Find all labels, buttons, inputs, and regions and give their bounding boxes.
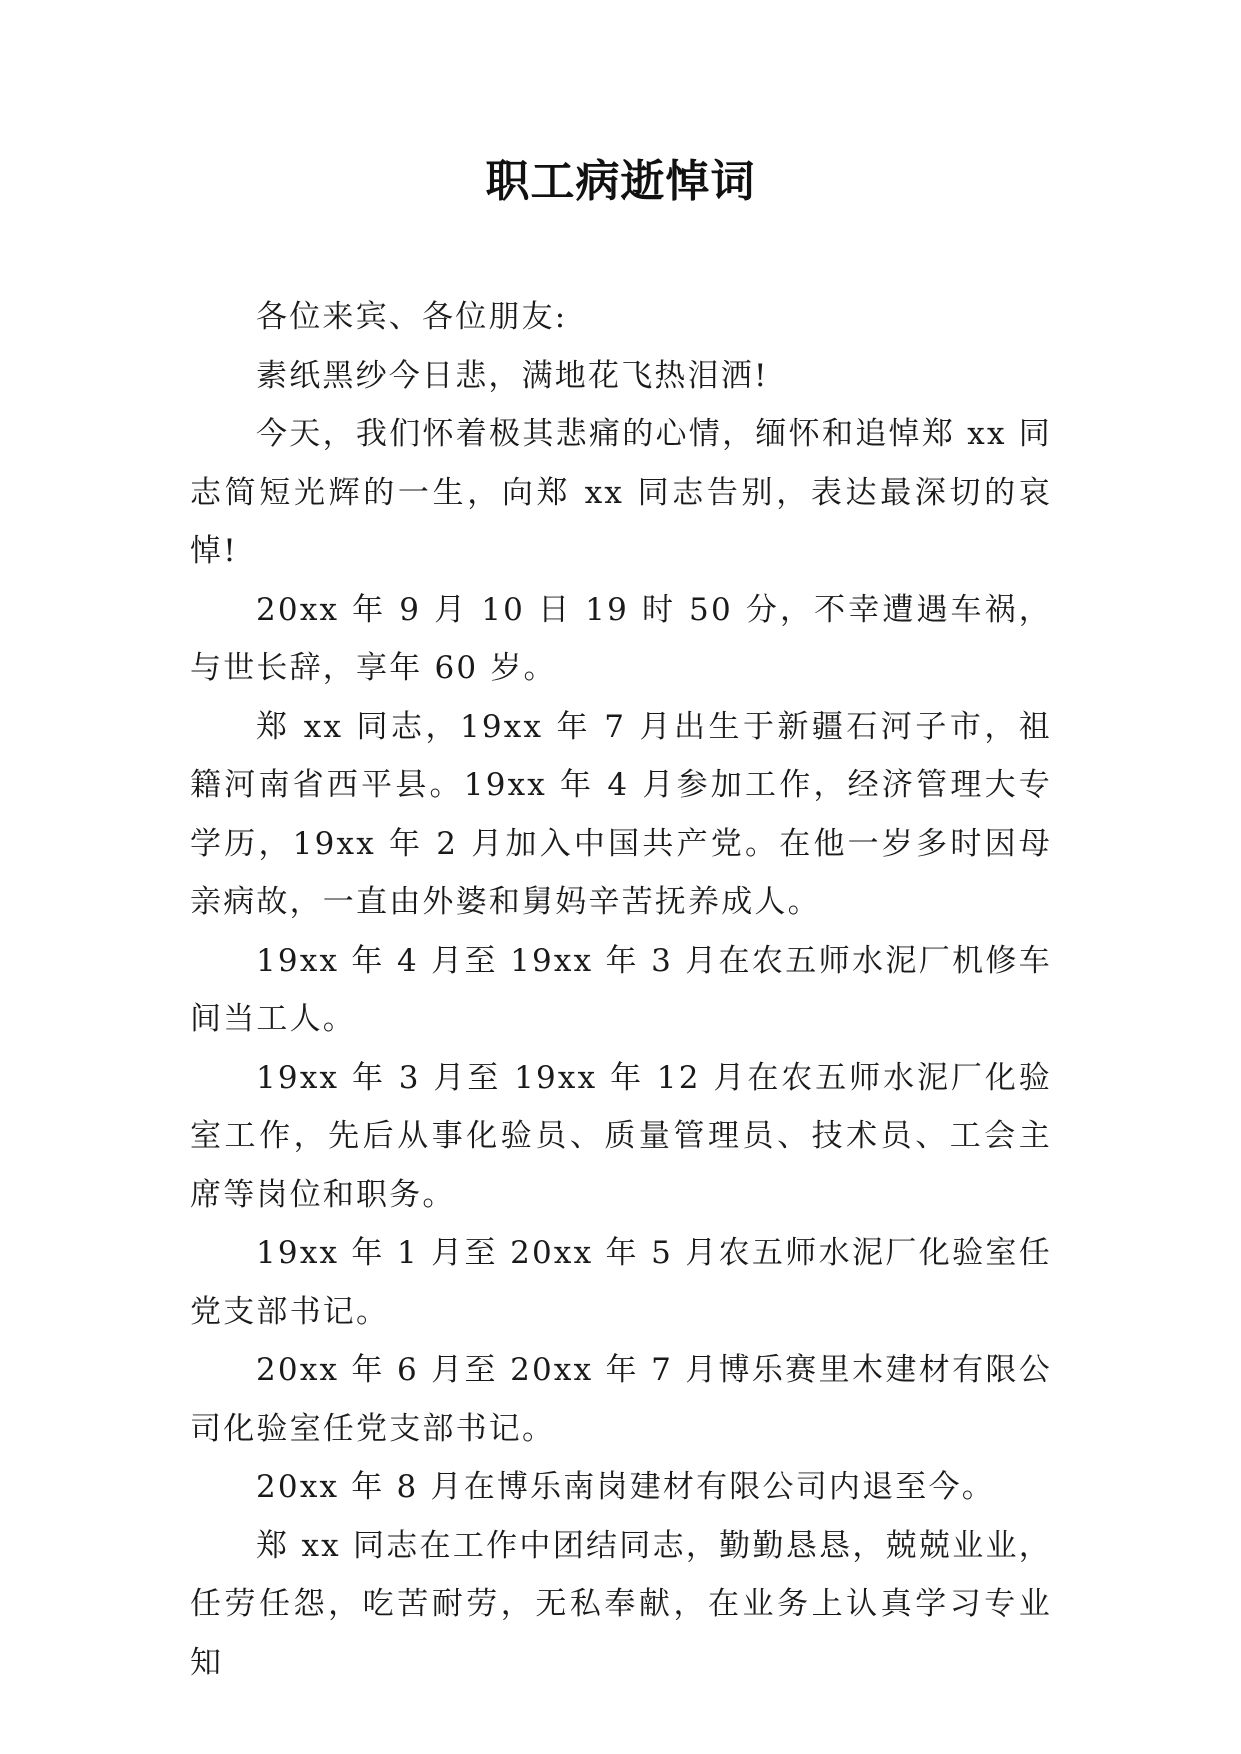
- paragraph-greeting: 各位来宾、各位朋友:: [256, 299, 568, 335]
- paragraph-career-4: 20xx 年 6 月至 20xx 年 7 月博乐赛里木建材有限公司化验室任党支部书记。: [190, 1352, 1052, 1447]
- paragraph-passing: 20xx 年 9 月 10 日 19 时 50 分，不幸遭遇车祸，与世长辞，享年 60 岁。: [190, 591, 1052, 686]
- paragraph-career-2: 19xx 年 3 月至 19xx 年 12 月在农五师水泥厂化验室工作，先后从事化验员、质量管理员、技术员、工会主席等岗位和职务。: [190, 1059, 1052, 1213]
- paragraph-career-3: 19xx 年 1 月至 20xx 年 5 月农五师水泥厂化验室任党支部书记。: [190, 1235, 1052, 1330]
- paragraph-career-5: 20xx 年 8 月在博乐南岗建材有限公司内退至今。: [256, 1469, 995, 1505]
- paragraph-opening: 今天，我们怀着极其悲痛的心情，缅怀和追悼郑 xx 同志简短光辉的一生，向郑 xx 同志告别，表达最深切的哀悼!: [190, 416, 1052, 569]
- document-body: [190, 288, 1052, 1692]
- paragraph-biography: 郑 xx 同志，19xx 年 7 月出生于新疆石河子市，祖籍河南省西平县。19xx 年 4 月参加工作，经济管理大专学历，19xx 年 2 月加入中国共产党。在他一岁多时因母亲病故，一直由外婆和舅妈辛苦抚养成人。: [190, 708, 1052, 920]
- paragraph-couplet: 素纸黑纱今日悲，满地花飞热泪洒!: [256, 357, 769, 394]
- document-title: 职工病逝悼词: [485, 156, 756, 207]
- paragraph-tribute: 郑 xx 同志在工作中团结同志，勤勤恳恳，兢兢业业，任劳任怨，吃苦耐劳，无私奉献，在业务上认真学习专业知: [190, 1527, 1052, 1681]
- paragraph-career-1: 19xx 年 4 月至 19xx 年 3 月在农五师水泥厂机修车间当工人。: [190, 942, 1052, 1037]
